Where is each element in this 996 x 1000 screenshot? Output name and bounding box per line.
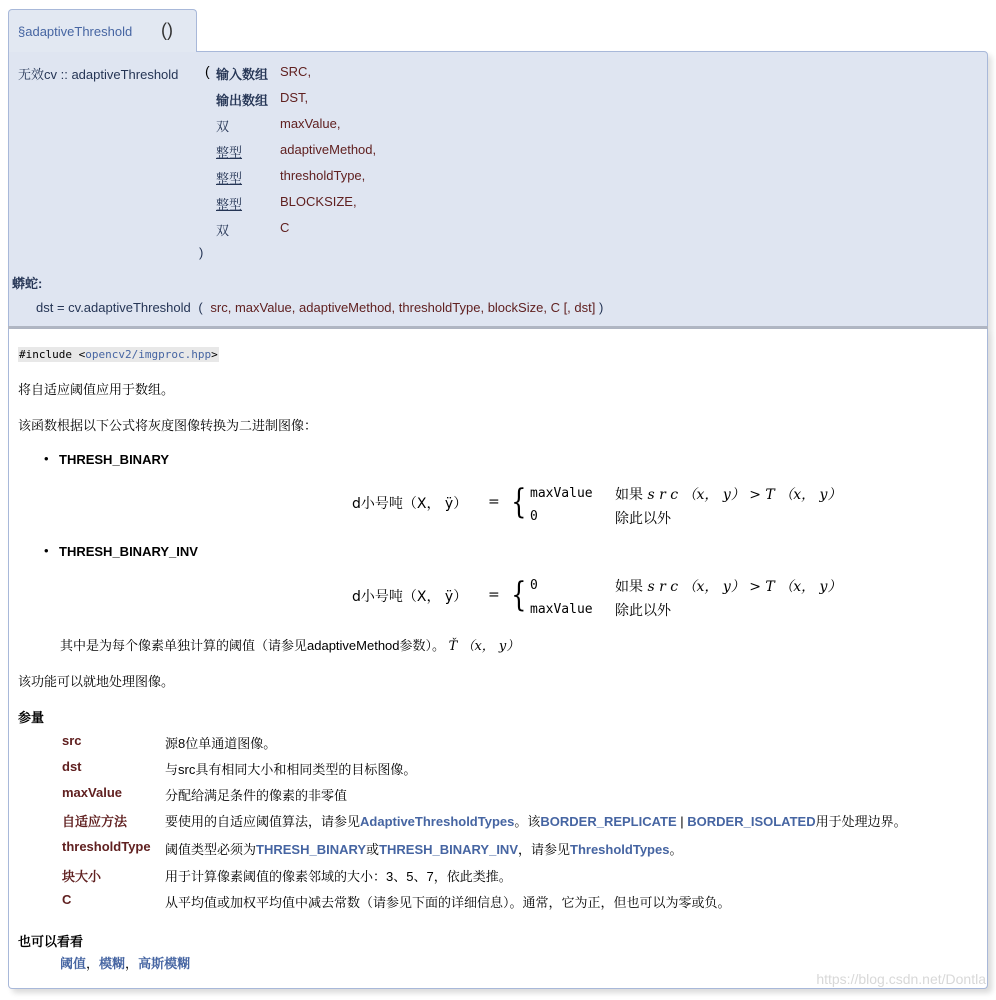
see-also-link-blur[interactable]: 模糊	[99, 956, 126, 971]
formula-lhs-text: d小号吨（X， ÿ）	[352, 589, 468, 605]
param-name: maxValue	[62, 785, 122, 800]
python-arg: adaptiveMethod,	[299, 300, 396, 315]
formula-case2-cond	[615, 600, 671, 620]
link-threshold-types[interactable]: ThresholdTypes	[570, 842, 670, 857]
desc-text: 或	[366, 842, 380, 857]
param-desc: 与src具有相同大小和相同类型的目标图像。	[165, 762, 417, 777]
desc-text: 阈值类型必须为	[165, 842, 257, 857]
python-arg: dst]	[574, 300, 596, 315]
python-open-paren: (	[198, 300, 203, 315]
link-border-replicate[interactable]: BORDER_REPLICATE	[540, 814, 677, 829]
function-anchor-parens: ()	[161, 20, 173, 40]
summary-text: 将自适应阈值应用于数组。	[18, 382, 175, 397]
formula-eq: =	[488, 494, 500, 510]
where-description: 其中是为每个像素单独计算的阈值（请参见adaptiveMethod参数）。	[60, 638, 446, 653]
include-prefix: #include <	[19, 348, 86, 361]
include-line	[18, 347, 219, 362]
signature-param-type[interactable]: 整型	[216, 171, 243, 186]
watermark: https://blog.csdn.net/Dontla	[816, 971, 986, 987]
signature-param-type[interactable]: 输出数组	[216, 93, 269, 108]
signature-param-type[interactable]: 整型	[216, 197, 243, 212]
param-name: 自适应方法	[62, 814, 128, 829]
python-close-paren: )	[599, 300, 604, 315]
param-name: C	[62, 892, 72, 907]
signature-param-type[interactable]: 整型	[216, 145, 243, 160]
where-math: Ť （x， y）	[448, 639, 520, 654]
signature-prefix	[18, 64, 178, 83]
python-arg: src,	[210, 300, 232, 315]
desc-text: 。该	[514, 814, 541, 829]
signature-param-name: maxValue,	[280, 116, 341, 131]
case1-if: 如果	[615, 579, 643, 595]
signature-param-name: adaptiveMethod,	[280, 142, 377, 157]
params-title: 参量	[18, 710, 45, 725]
see-also-link-threshold[interactable]: 阈值	[60, 956, 87, 971]
signature-param-type: 双	[216, 223, 230, 238]
python-signature	[36, 300, 603, 315]
formula-case2-value	[530, 601, 593, 617]
signature-param-name: BLOCKSIZE,	[280, 194, 357, 209]
python-arg: blockSize,	[487, 300, 547, 315]
python-arg: thresholdType,	[398, 300, 485, 315]
signature-param-name: thresholdType,	[280, 168, 366, 183]
formula-case1-value	[530, 485, 593, 501]
formula-case1-cond	[615, 484, 841, 504]
param-desc: 分配给满足条件的像素的非零值	[165, 788, 348, 803]
formula-eq: =	[488, 587, 500, 603]
desc-text: 用于处理边界。	[815, 814, 907, 829]
bullet-label: THRESH_BINARY	[59, 452, 170, 467]
signature-param-name: C	[280, 220, 290, 235]
see-also-title: 也可以看看	[18, 934, 84, 949]
param-desc	[165, 811, 907, 830]
param-desc: 源8位单通道图像。	[165, 736, 277, 751]
param-desc	[165, 839, 682, 858]
formula-brace: {	[511, 482, 527, 522]
param-name: dst	[62, 759, 82, 774]
link-thresh-binary[interactable]: THRESH_BINARY	[256, 842, 367, 857]
bullet-label: THRESH_BINARY_INV	[59, 544, 198, 559]
link-border-isolated[interactable]: BORDER_ISOLATED	[687, 814, 816, 829]
link-thresh-binary-inv[interactable]: THRESH_BINARY_INV	[379, 842, 518, 857]
formula-lhs	[352, 493, 467, 513]
signature-close-paren: )	[199, 245, 204, 260]
see-also-separator: ，	[86, 956, 100, 971]
signature-function-name: 无效cv :: adaptiveThreshold	[18, 67, 179, 82]
param-name: thresholdType	[62, 839, 151, 854]
param-name: 块大小	[62, 869, 102, 884]
see-also-links	[60, 953, 190, 972]
signature-param-name: DST,	[280, 90, 309, 105]
desc-text: 。	[669, 842, 683, 857]
case2-otherwise: 除此以外	[615, 603, 671, 619]
case1-value: maxValue	[530, 486, 593, 501]
desc-text: ，请参见	[518, 842, 571, 857]
inplace-text: 该功能可以就地处理图像。	[18, 674, 175, 689]
python-arg: C [,	[550, 300, 571, 315]
bullet-dot: •	[44, 543, 49, 558]
link-adaptive-threshold-types[interactable]: AdaptiveThresholdTypes	[360, 814, 515, 829]
signature-param-type[interactable]: 输入数组	[216, 67, 269, 82]
formula-case2-value	[530, 508, 538, 524]
param-desc: 用于计算像素阈值的像素邻域的大小：3、5、7，依此类推。	[165, 869, 512, 884]
include-suffix: >	[211, 348, 218, 361]
formula-brace: {	[511, 575, 527, 615]
desc-separator: |	[676, 814, 688, 829]
case2-value: 0	[530, 509, 538, 524]
function-anchor-title[interactable]: §adaptiveThreshold	[18, 24, 133, 39]
case2-otherwise: 除此以外	[615, 511, 671, 527]
case2-value: maxValue	[530, 602, 593, 617]
python-arg: maxValue,	[234, 300, 296, 315]
formula-case1-cond	[615, 576, 841, 596]
desc-text: 要使用的自适应阈值算法，请参见	[165, 814, 361, 829]
function-anchor-tab	[8, 9, 197, 52]
include-header-link[interactable]: opencv2/imgproc.hpp	[85, 348, 212, 361]
formula-lhs-text: d小号吨（X， ÿ）	[352, 496, 468, 512]
see-also-separator: ，	[125, 956, 139, 971]
formula-case2-cond	[615, 508, 671, 528]
bullet-dot: •	[44, 451, 49, 466]
param-desc: 从平均值或加权平均值中减去常数（请参见下面的详细信息）。通常，它为正，但也可以为零或负。	[165, 895, 731, 910]
param-name: src	[62, 733, 82, 748]
formula-lhs	[352, 586, 467, 606]
function-prototype-box	[8, 51, 988, 329]
signature-open-paren: (	[205, 63, 210, 79]
signature-param-type: 双	[216, 119, 230, 134]
where-text	[60, 635, 519, 654]
formula-case1-value	[530, 577, 538, 593]
python-label: 蟒蛇:	[12, 276, 43, 291]
signature-param-name: SRC,	[280, 64, 312, 79]
case1-if: 如果	[615, 487, 643, 503]
case1-cond: s r c （x， y） > T （x， y）	[647, 579, 842, 595]
case1-cond: s r c （x， y） > T （x， y）	[647, 487, 842, 503]
case1-value: 0	[530, 578, 538, 593]
see-also-link-gaussian-blur[interactable]: 高斯模糊	[138, 956, 191, 971]
python-signature-prefix: dst = cv.adaptiveThreshold	[36, 300, 191, 315]
intro-text: 该函数根据以下公式将灰度图像转换为二进制图像：	[18, 418, 318, 433]
